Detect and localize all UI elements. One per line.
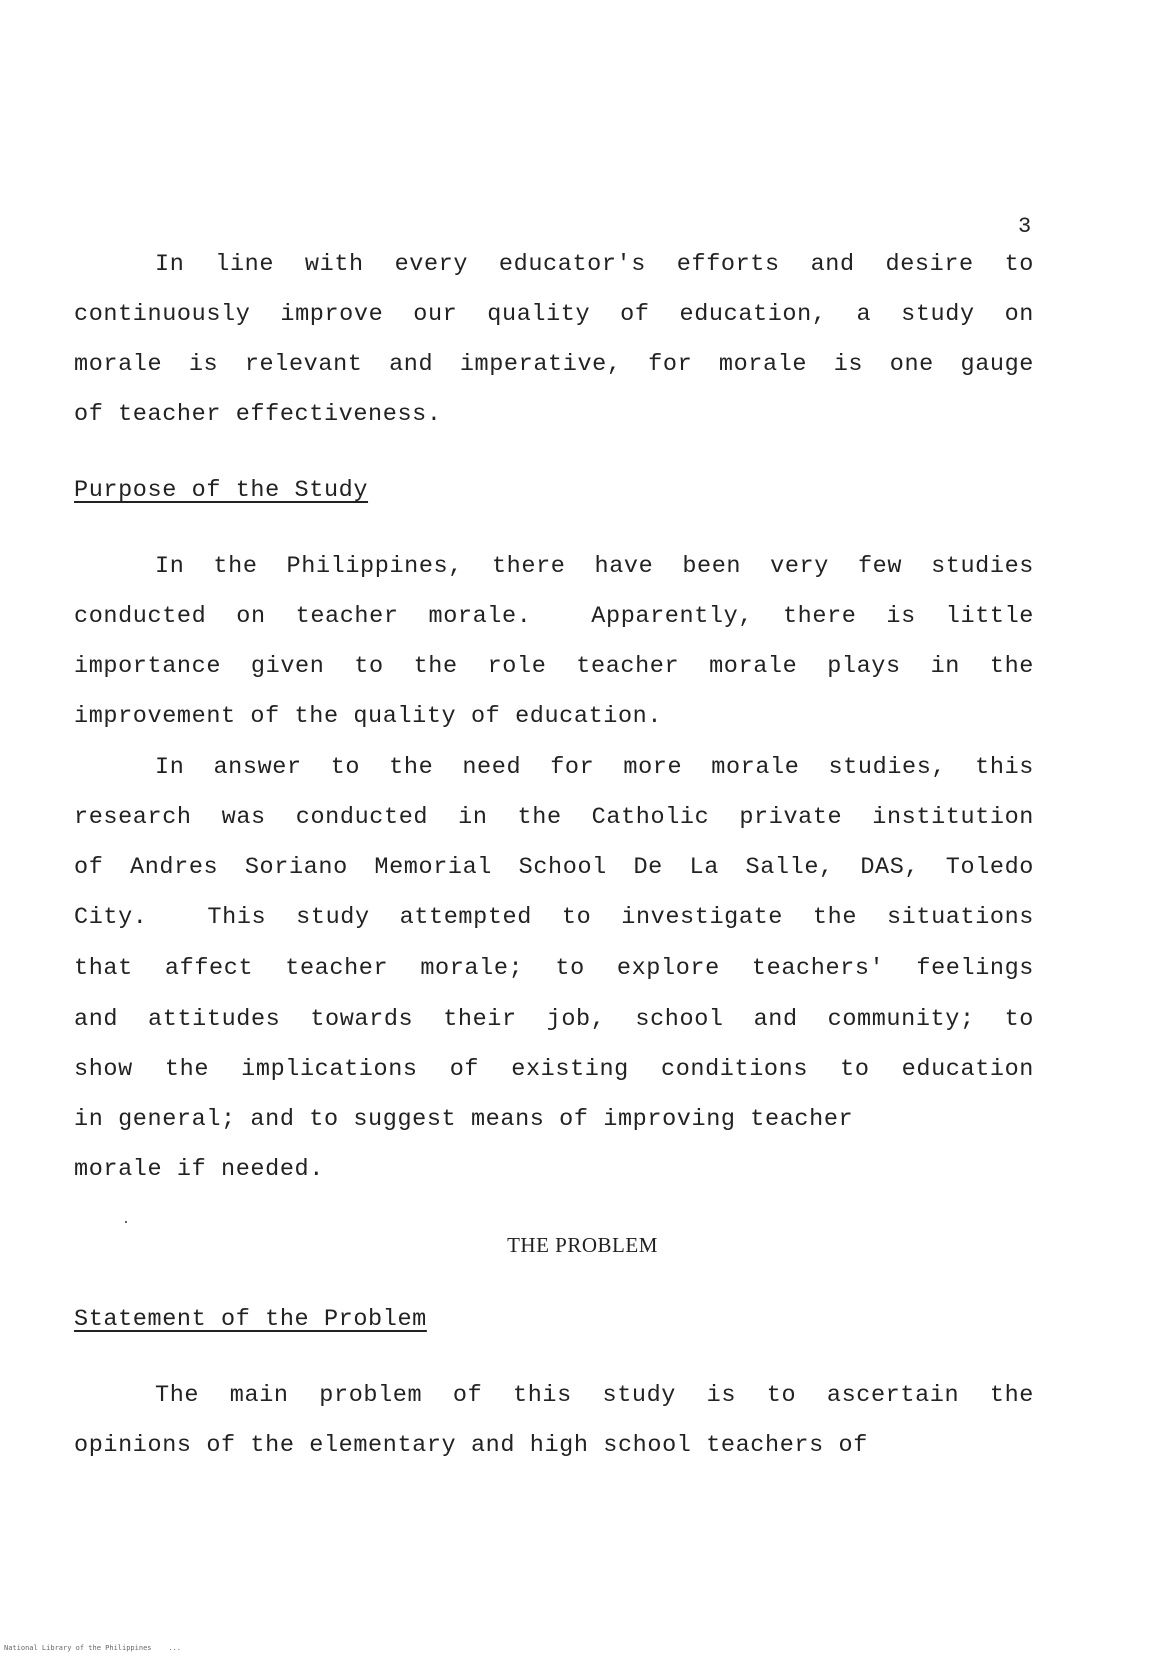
purpose-p2-line-3: of Andres Soriano Memorial School De La Salle, DAS, Toledo [74, 854, 1034, 881]
intro-line-4: of teacher effectiveness. [74, 401, 442, 428]
purpose-p2-line-5: that affect teacher morale; to explore teachers' feelings [74, 955, 1034, 982]
intro-line-2: continuously improve our quality of education, a study on [74, 301, 1034, 328]
purpose-p2-line-2: research was conducted in the Catholic private institution [74, 804, 1034, 831]
purpose-p2-line-1: In answer to the need for more morale studies, this [155, 754, 1034, 781]
statement-heading: Statement of the Problem [74, 1306, 427, 1333]
purpose-p1-line-4: improvement of the quality of education. [74, 703, 663, 730]
problem-line-1: The main problem of this study is to ascertain the [155, 1382, 1034, 1409]
scan-footer: National Library of the Philippines ... [4, 1644, 182, 1652]
scan-speck [125, 1221, 127, 1223]
intro-line-3: morale is relevant and imperative, for morale is one gauge [74, 351, 1034, 378]
purpose-heading: Purpose of the Study [74, 477, 369, 504]
purpose-p1-line-3: importance given to the role teacher morale plays in the [74, 653, 1034, 680]
purpose-p2-line-6: and attitudes towards their job, school and community; to [74, 1006, 1034, 1033]
problem-line-2: opinions of the elementary and high school teachers of [74, 1432, 868, 1459]
purpose-p2-line-4: City. This study attempted to investigate the situations [74, 904, 1034, 931]
intro-line-1: In line with every educator's efforts and desire to [155, 251, 1034, 278]
purpose-p1-line-1: In the Philippines, there have been very few studies [155, 553, 1034, 580]
purpose-p2-line-7: show the implications of existing conditions to education [74, 1056, 1034, 1083]
page-number: 3 [1018, 214, 1032, 239]
purpose-p2-line-9: morale if needed. [74, 1156, 324, 1183]
purpose-p1-line-2: conducted on teacher morale. Apparently, there is little [74, 603, 1034, 630]
purpose-p2-line-8: in general; and to suggest means of improving teacher [74, 1106, 854, 1133]
problem-title: THE PROBLEM [507, 1233, 658, 1257]
